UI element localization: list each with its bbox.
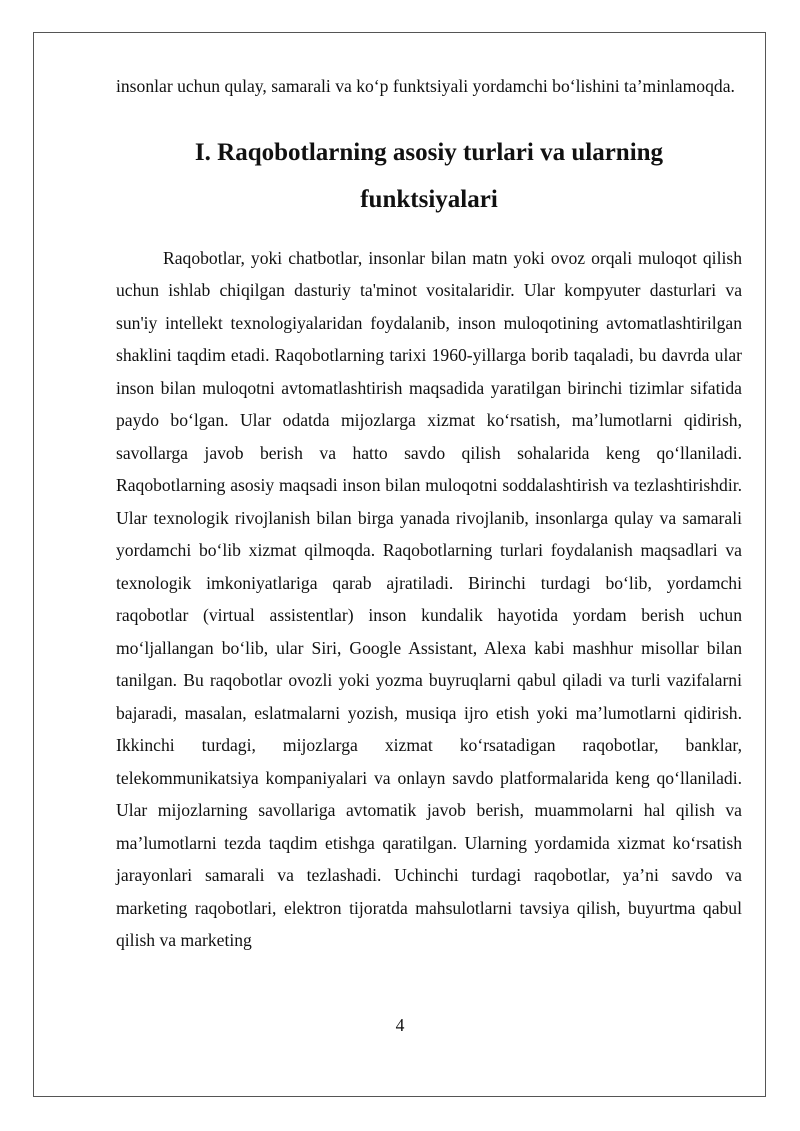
intro-paragraph: insonlar uchun qulay, samarali va ko‘p funktsiyali yordamchi bo‘lishini ta’minlamoqda. xyxy=(116,76,735,96)
section-heading-line-1: I. Raqobotlarning asosiy turlari va ularning xyxy=(194,138,664,166)
page-number: 4 xyxy=(395,1015,405,1035)
document-content xyxy=(116,70,742,957)
section-heading-line-2: funktsiyalari xyxy=(360,185,498,213)
body-paragraph: Raqobotlar, yoki chatbotlar, insonlar bilan matn yoki ovoz orqali muloqot qilish uchun ishlab chiqilgan dasturiy ta'minot vositalaridir. Ular kompyuter dasturlari va sun'iy intellekt texnologiyalaridan foydalanib, inson muloqotining avtomatlashtirilgan shaklini taqdim etadi. Raqobotlarning tarixi 1960-yillarga borib taqaladi, bu davrda ular inson bilan muloqotni avtomatlashtirish maqsadida yaratilgan birinchi tizimlar sifatida paydo bo‘lgan. Ular odatda mijozlarga xizmat ko‘rsatish, ma’lumotlarni qidirish, savollarga javob berish va hatto savdo qilish sohalarida keng qo‘llaniladi. Raqobotlarning asosiy maqsadi inson bilan muloqotni soddalashtirish va tezlashtirishdir. Ular texnologik rivojlanish bilan birga yanada rivojlanib, insonlarga qulay va samarali yordamchi bo‘lib xizmat qilmoqda. Raqobotlarning turlari foydalanish maqsadlari va texnologik imkoniyatlariga qarab ajratiladi. Birinchi turdagi bo‘lib, yordamchi raqobotlar (virtual assistentlar) inson kundalik hayotida yordam berish uchun mo‘ljallangan bo‘lib, ular Siri, Google Assistant, Alexa kabi mashhur misollar bilan tanilgan. Bu raqobotlar ovozli yoki yozma buyruqlarni qabul qiladi va turli vazifalarni bajaradi, masalan, eslatmalarni yozish, musiqa ijro etish yoki ma’lumotlarni qidirish. Ikkinchi turdagi, mijozlarga xizmat ko‘rsatadigan raqobotlar, banklar, telekommunikatsiya kompaniyalari va onlayn savdo platformalarida keng qo‘llaniladi. Ular mijozlarning savollariga avtomatik javob berish, muammolarni hal qilish va ma’lumotlarni tezda taqdim etishga qaratilgan. Ularning yordamida xizmat ko‘rsatish jarayonlari samarali va tezlashadi. Uchinchi turdagi raqobotlar, ya’ni savdo va marketing raqobotlari, elektron tijoratda mahsulotlarni tavsiya qilish, buyurtma qabul qilish va marketing xyxy=(116,247,742,950)
